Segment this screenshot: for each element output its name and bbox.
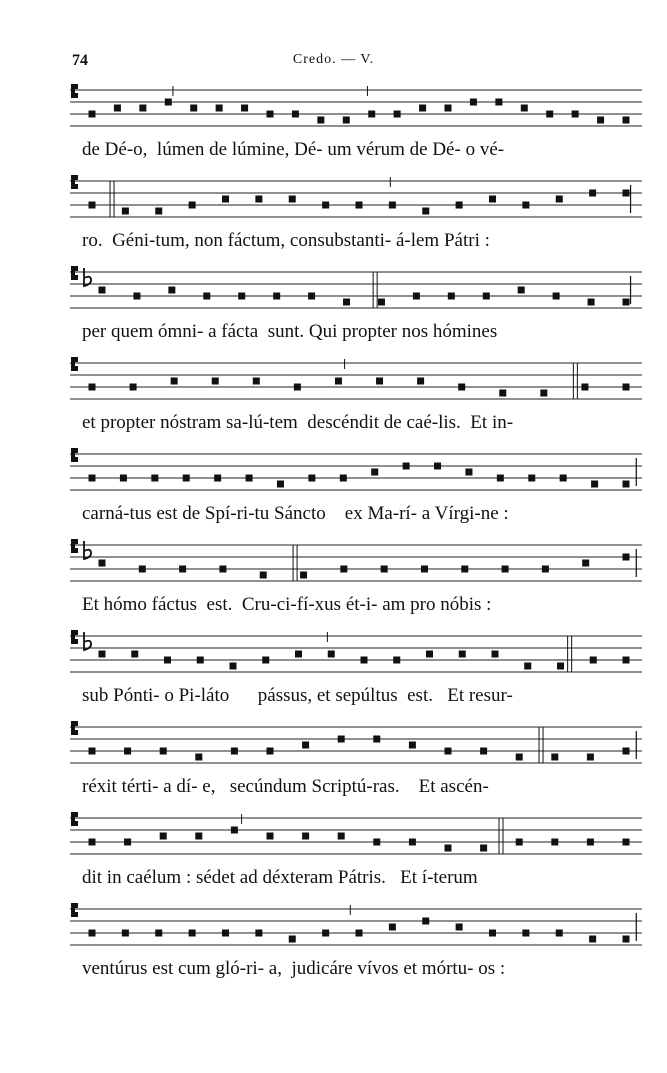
neume-punctum (417, 378, 424, 385)
do-clef-upper (75, 448, 78, 453)
neume-punctum (179, 566, 186, 573)
neume-punctum (197, 657, 204, 664)
neume-punctum (556, 930, 563, 937)
neume-punctum (376, 378, 383, 385)
neume-punctum (302, 742, 309, 749)
neume-punctum (203, 293, 210, 300)
neume-punctum (289, 196, 296, 203)
neume-punctum (591, 481, 598, 488)
do-clef-lower (75, 275, 78, 280)
neume-punctum (89, 384, 96, 391)
neume-punctum (241, 105, 248, 112)
lyric-line: Et hómo fáctus est. Cru-ci-fí-xus ét-i- am pro nóbis : (82, 594, 492, 615)
neume-punctum (445, 845, 452, 852)
neume-punctum (623, 190, 630, 197)
neume-punctum (130, 384, 137, 391)
lyric-line: réxit térti- a dí- e, secúndum Scriptú-ras. Et ascén- (82, 776, 489, 797)
neume-punctum (168, 287, 175, 294)
do-clef (71, 357, 75, 371)
flat-sign (84, 632, 91, 650)
neume-punctum (492, 651, 499, 658)
neume-punctum (255, 196, 262, 203)
neume-punctum (122, 930, 129, 937)
chant-staff (70, 537, 642, 589)
neume-punctum (556, 196, 563, 203)
do-clef-upper (75, 721, 78, 726)
neume-punctum (465, 469, 472, 476)
neume-punctum (623, 384, 630, 391)
neume-punctum (458, 384, 465, 391)
neume-punctum (572, 111, 579, 118)
do-clef-lower (75, 93, 78, 98)
neume-punctum (189, 930, 196, 937)
neume-punctum (361, 657, 368, 664)
neume-punctum (421, 566, 428, 573)
neume-punctum (413, 293, 420, 300)
neume-punctum (99, 287, 106, 294)
neume-punctum (155, 930, 162, 937)
neume-punctum (114, 105, 121, 112)
lyric-line: carná-tus est de Spí-ri-tu Sáncto ex Ma-rí- a Vírgi-ne : (82, 503, 509, 524)
neume-punctum (160, 748, 167, 755)
neume-punctum (597, 117, 604, 124)
neume-punctum (623, 117, 630, 124)
neume-punctum (381, 566, 388, 573)
music-system (70, 82, 642, 172)
neume-punctum (557, 663, 564, 670)
music-system (70, 264, 642, 354)
neume-punctum (189, 202, 196, 209)
neume-punctum (89, 475, 96, 482)
chant-staff (70, 173, 642, 225)
neume-punctum (553, 293, 560, 300)
neume-punctum (587, 839, 594, 846)
neume-punctum (419, 105, 426, 112)
neume-punctum (434, 463, 441, 470)
neume-punctum (335, 378, 342, 385)
neume-punctum (551, 839, 558, 846)
neume-punctum (300, 572, 307, 579)
do-clef (71, 448, 75, 462)
do-clef-lower (75, 730, 78, 735)
neume-punctum (394, 111, 401, 118)
neume-punctum (403, 463, 410, 470)
neume-punctum (308, 475, 315, 482)
neume-punctum (589, 190, 596, 197)
chant-staff (70, 719, 642, 771)
do-clef-upper (75, 175, 78, 180)
neume-punctum (171, 378, 178, 385)
neume-punctum (343, 117, 350, 124)
neume-punctum (216, 105, 223, 112)
do-clef-upper (75, 812, 78, 817)
chant-staff (70, 264, 642, 316)
neume-punctum (230, 663, 237, 670)
neume-punctum (338, 833, 345, 840)
neume-punctum (295, 651, 302, 658)
neume-punctum (480, 748, 487, 755)
lyric-line: sub Pónti- o Pi-láto pássus, et sepúltus est. Et resur- (82, 685, 513, 706)
neume-punctum (448, 293, 455, 300)
neume-punctum (122, 208, 129, 215)
neume-punctum (587, 754, 594, 761)
do-clef-upper (75, 266, 78, 271)
neume-punctum (231, 827, 238, 834)
neume-punctum (222, 930, 229, 937)
neume-punctum (623, 299, 630, 306)
music-system (70, 173, 642, 263)
neume-punctum (164, 657, 171, 664)
chant-staff (70, 82, 642, 134)
neume-punctum (426, 651, 433, 658)
music-system (70, 446, 642, 536)
neume-punctum (165, 99, 172, 106)
neume-punctum (238, 293, 245, 300)
page-number: 74 (72, 52, 88, 69)
neume-punctum (131, 651, 138, 658)
neume-punctum (99, 651, 106, 658)
neume-punctum (89, 111, 96, 118)
neume-punctum (368, 111, 375, 118)
neume-punctum (190, 105, 197, 112)
do-clef-lower (75, 548, 78, 553)
neume-punctum (139, 566, 146, 573)
neume-punctum (445, 105, 452, 112)
neume-punctum (124, 748, 131, 755)
neume-punctum (521, 105, 528, 112)
neume-punctum (160, 833, 167, 840)
lyric-line: per quem ómni- a fácta sunt. Qui propter nos hómines (82, 321, 498, 342)
neume-punctum (89, 839, 96, 846)
neume-punctum (124, 839, 131, 846)
neume-punctum (489, 196, 496, 203)
lyric-line: dit in caélum : sédet ad déxteram Pátris. Et í-terum (82, 867, 478, 888)
neume-punctum (308, 293, 315, 300)
neume-punctum (623, 936, 630, 943)
do-clef-upper (75, 84, 78, 89)
neume-punctum (317, 117, 324, 124)
neume-punctum (623, 481, 630, 488)
chant-staff (70, 628, 642, 680)
neume-punctum (495, 99, 502, 106)
neume-punctum (246, 475, 253, 482)
neume-punctum (89, 930, 96, 937)
neume-punctum (542, 566, 549, 573)
flat-sign (84, 541, 91, 559)
music-system (70, 810, 642, 900)
neume-punctum (338, 736, 345, 743)
neume-punctum (456, 924, 463, 931)
do-clef-upper (75, 630, 78, 635)
neume-punctum (518, 287, 525, 294)
neume-punctum (560, 475, 567, 482)
do-clef (71, 84, 75, 98)
neume-punctum (89, 202, 96, 209)
neume-punctum (393, 657, 400, 664)
chant-staff (70, 901, 642, 953)
neume-punctum (99, 560, 106, 567)
do-clef (71, 175, 75, 189)
neume-punctum (262, 657, 269, 664)
neume-punctum (389, 924, 396, 931)
neume-punctum (373, 736, 380, 743)
neume-punctum (623, 839, 630, 846)
neume-punctum (378, 299, 385, 306)
neume-punctum (219, 566, 226, 573)
lyric-line: de Dé-o, lúmen de lúmine, Dé- um vérum de Dé- o vé- (82, 139, 505, 160)
do-clef-lower (75, 639, 78, 644)
neume-punctum (623, 657, 630, 664)
neume-punctum (133, 293, 140, 300)
neume-punctum (231, 748, 238, 755)
music-system (70, 355, 642, 445)
neume-punctum (255, 930, 262, 937)
neume-punctum (260, 572, 267, 579)
neume-punctum (389, 202, 396, 209)
neume-punctum (551, 754, 558, 761)
neume-punctum (459, 651, 466, 658)
do-clef-lower (75, 366, 78, 371)
neume-punctum (470, 99, 477, 106)
neume-punctum (522, 930, 529, 937)
neume-punctum (356, 202, 363, 209)
neume-punctum (499, 390, 506, 397)
neume-punctum (273, 293, 280, 300)
neume-punctum (343, 299, 350, 306)
running-head: Credo. — V. (292, 52, 375, 67)
do-clef (71, 266, 75, 280)
neume-punctum (195, 754, 202, 761)
neume-punctum (267, 111, 274, 118)
do-clef-lower (75, 457, 78, 462)
neume-punctum (528, 475, 535, 482)
chant-staff (70, 355, 642, 407)
neume-punctum (139, 105, 146, 112)
do-clef (71, 812, 75, 826)
neume-punctum (289, 936, 296, 943)
neume-punctum (328, 651, 335, 658)
neume-punctum (222, 196, 229, 203)
neume-punctum (356, 930, 363, 937)
neume-punctum (340, 475, 347, 482)
neume-punctum (214, 475, 221, 482)
neume-punctum (267, 833, 274, 840)
do-clef-upper (75, 903, 78, 908)
neume-punctum (445, 748, 452, 755)
neume-punctum (277, 481, 284, 488)
neume-punctum (89, 748, 96, 755)
music-system (70, 628, 642, 718)
neume-punctum (151, 475, 158, 482)
chant-staff (70, 810, 642, 862)
neume-punctum (623, 748, 630, 755)
neume-punctum (195, 833, 202, 840)
neume-punctum (524, 663, 531, 670)
music-system (70, 537, 642, 627)
neume-punctum (294, 384, 301, 391)
neume-punctum (461, 566, 468, 573)
neume-punctum (502, 566, 509, 573)
do-clef-lower (75, 821, 78, 826)
neume-punctum (409, 742, 416, 749)
do-clef-upper (75, 539, 78, 544)
neume-punctum (340, 566, 347, 573)
lyric-line: ventúrus est cum gló-ri- a, judicáre vívos et mórtu- os : (82, 958, 506, 979)
neume-punctum (253, 378, 260, 385)
neume-punctum (581, 384, 588, 391)
neume-punctum (183, 475, 190, 482)
do-clef (71, 539, 75, 553)
neume-punctum (267, 748, 274, 755)
do-clef-upper (75, 357, 78, 362)
neume-punctum (456, 202, 463, 209)
lyric-line: ro. Géni-tum, non fáctum, consubstanti- á-lem Pátri : (82, 230, 490, 251)
do-clef (71, 630, 75, 644)
neume-punctum (322, 202, 329, 209)
do-clef (71, 721, 75, 735)
neume-punctum (590, 657, 597, 664)
do-clef (71, 903, 75, 917)
neume-punctum (516, 839, 523, 846)
do-clef-lower (75, 184, 78, 189)
neume-punctum (422, 918, 429, 925)
neume-punctum (540, 390, 547, 397)
neume-punctum (322, 930, 329, 937)
music-system (70, 719, 642, 809)
neume-punctum (422, 208, 429, 215)
neume-punctum (409, 839, 416, 846)
neume-punctum (588, 299, 595, 306)
music-system (70, 901, 642, 991)
neume-punctum (497, 475, 504, 482)
chant-staff (70, 446, 642, 498)
neume-punctum (522, 202, 529, 209)
neume-punctum (589, 936, 596, 943)
lyric-line: et propter nóstram sa-lú-tem descéndit de caé-lis. Et in- (82, 412, 514, 433)
neume-punctum (489, 930, 496, 937)
neume-punctum (373, 839, 380, 846)
neume-punctum (292, 111, 299, 118)
neume-punctum (623, 554, 630, 561)
neume-punctum (546, 111, 553, 118)
neume-punctum (516, 754, 523, 761)
neume-punctum (371, 469, 378, 476)
neume-punctum (120, 475, 127, 482)
neume-punctum (155, 208, 162, 215)
neume-punctum (212, 378, 219, 385)
do-clef-lower (75, 912, 78, 917)
neume-punctum (483, 293, 490, 300)
neume-punctum (480, 845, 487, 852)
neume-punctum (582, 560, 589, 567)
flat-sign (84, 268, 91, 286)
neume-punctum (302, 833, 309, 840)
